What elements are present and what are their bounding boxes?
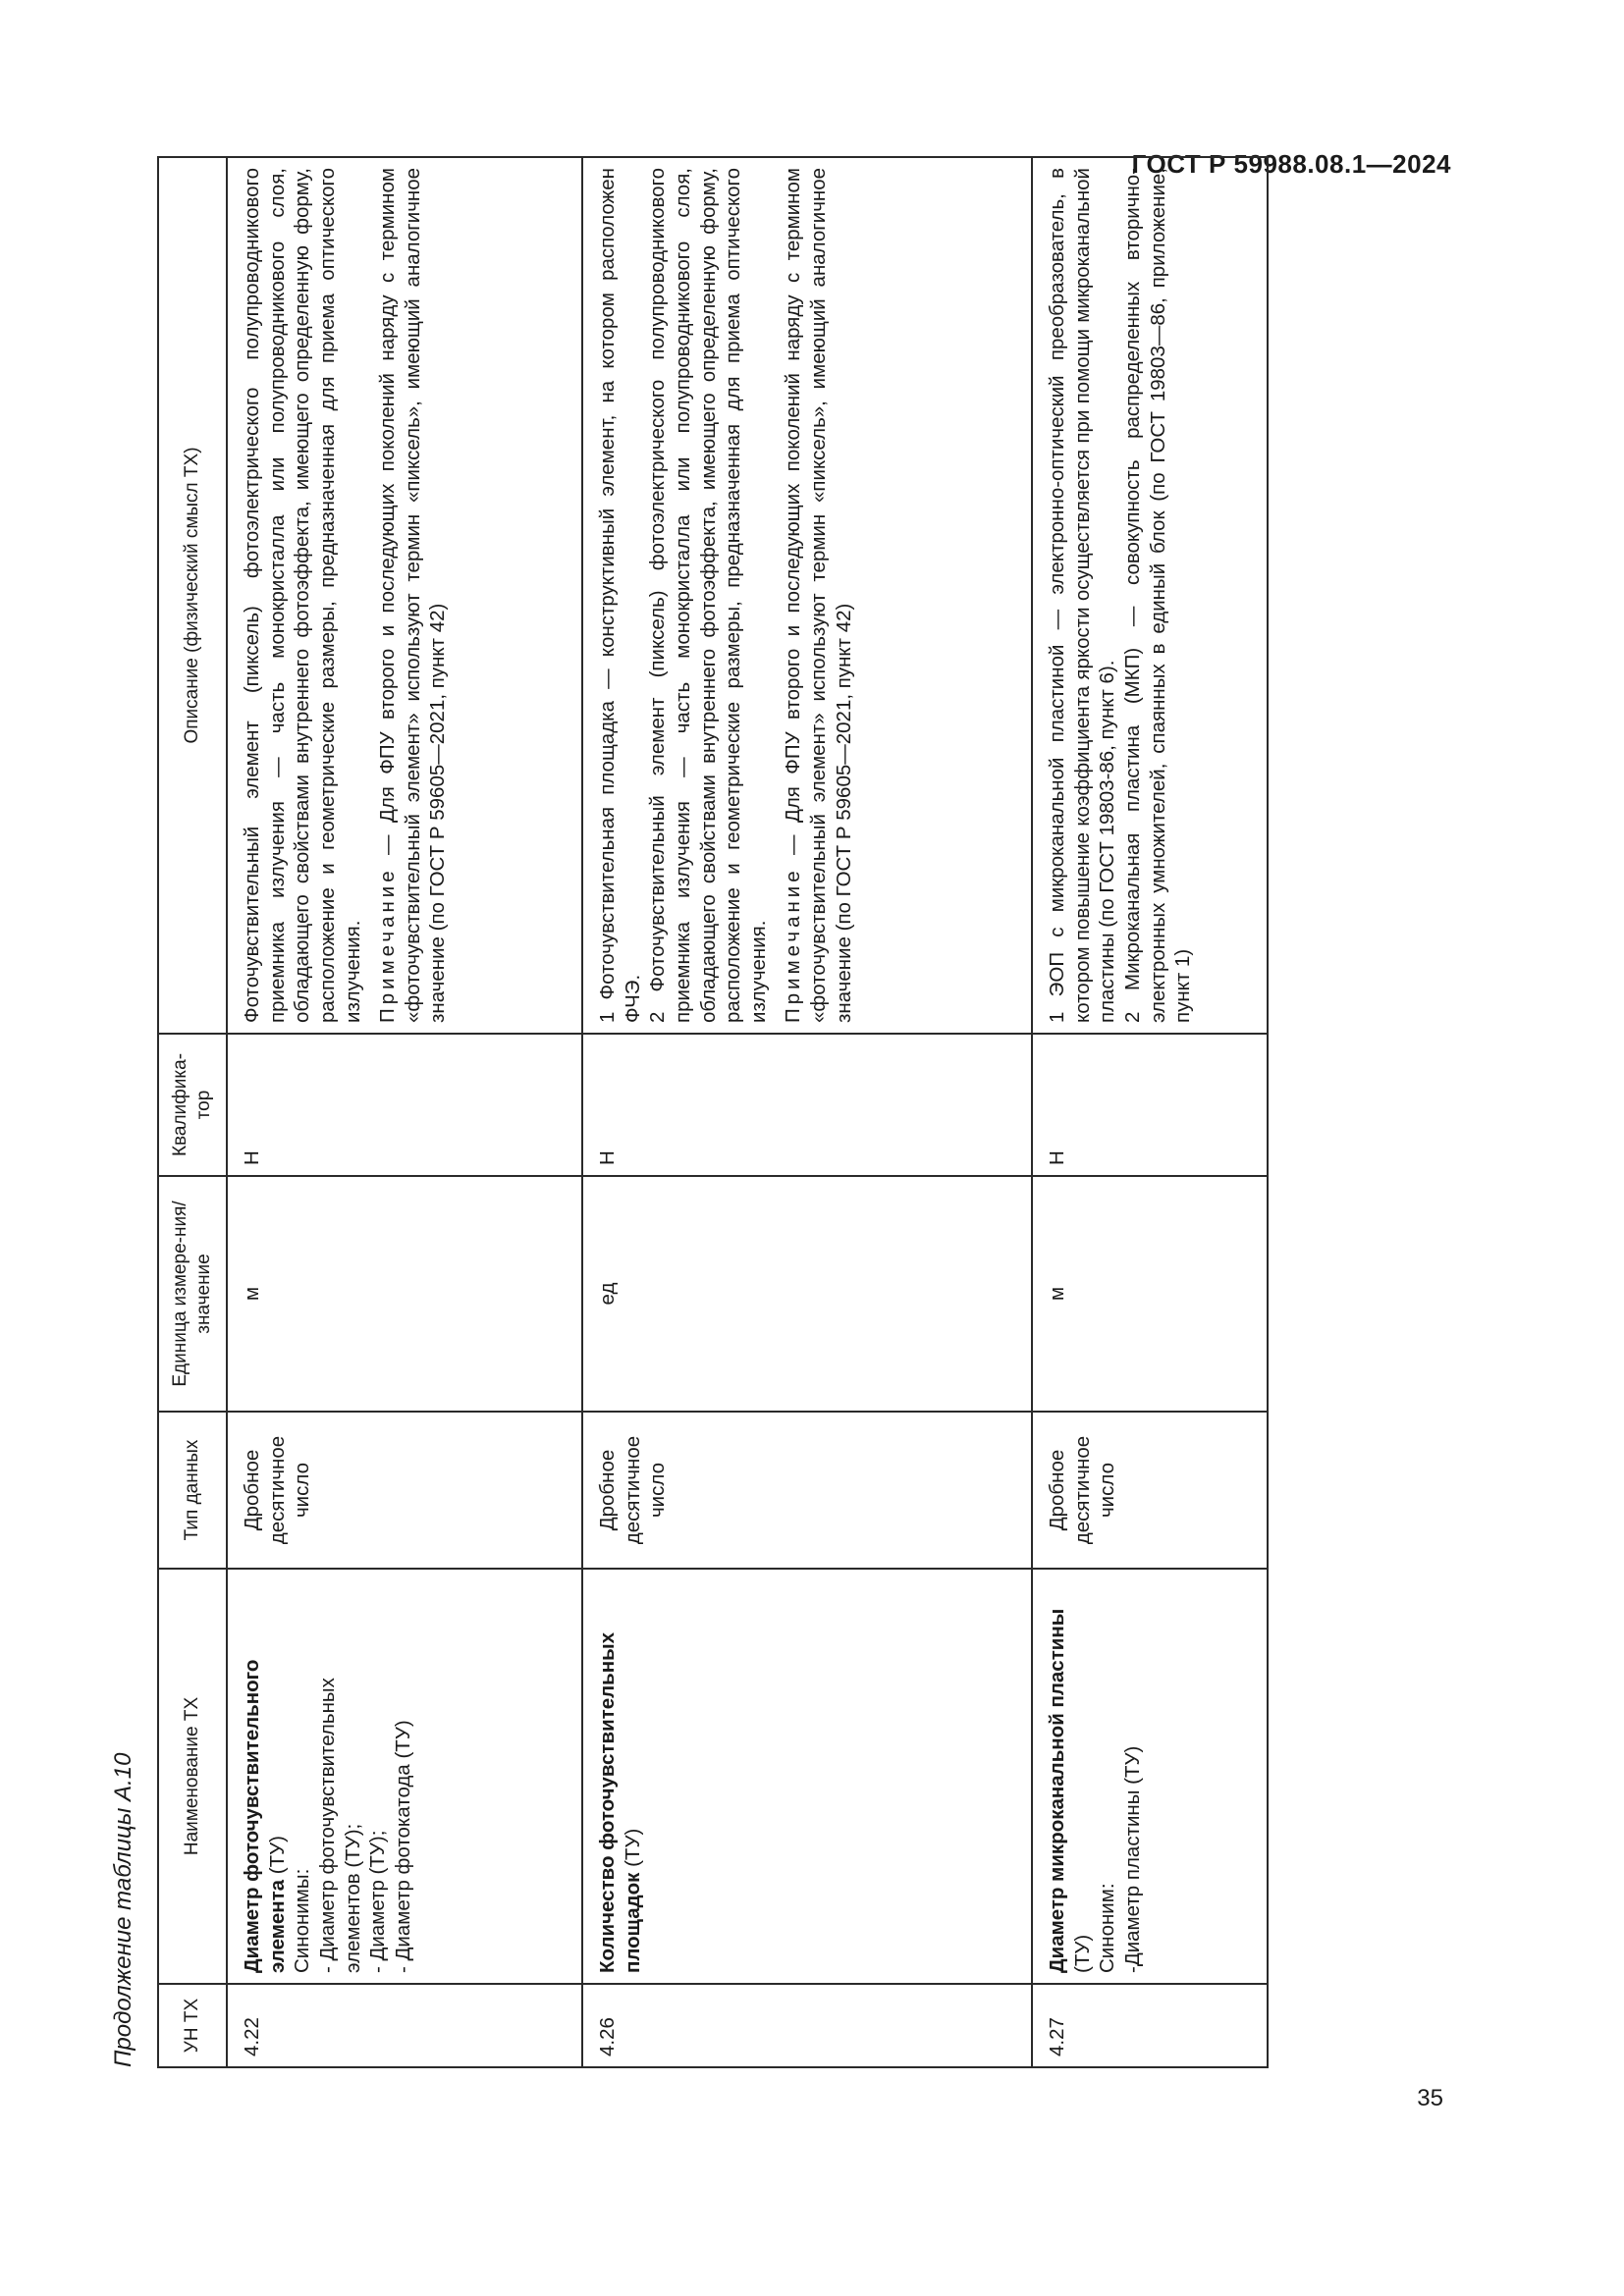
- row-name-cell: [582, 1569, 1032, 1984]
- rotated-table-block: [110, 98, 1200, 2130]
- table-row: [1032, 157, 1268, 2067]
- row-note-text: — Для ФПУ второго и последующих поколений наряду с термином «фоточувствительный элемент» используют термин «пиксель», имеющий аналогичное значение (по ГОСТ Р 59605—2021, пункт 42): [782, 168, 855, 1023]
- row-id: 4.26: [582, 1984, 1032, 2067]
- row-qualifier: Н: [227, 1034, 582, 1176]
- row-description-item: 1 Фоточувствительная площадка — конструктивный элемент, на котором расположен ФЧЭ.: [596, 168, 644, 1023]
- document-id: ГОСТ Р 59988.08.1—2024: [1131, 149, 1451, 179]
- row-note: [375, 168, 451, 1023]
- row-synonyms-label: Синоним:: [1096, 1883, 1119, 1973]
- row-id: 4.27: [1032, 1984, 1268, 2067]
- table-caption: Продолжение таблицы А.10: [110, 1752, 136, 2067]
- row-note-label: Примечание: [376, 867, 400, 1023]
- row-name-bold: Количество фоточувствительных площадок: [596, 1631, 644, 1973]
- row-name-cell: [1032, 1569, 1268, 1984]
- row-description-item: 1 ЭОП с микроканальной пластиной — электронно-оптический преобразователь, в котором повышение коэффициента яркости осуществляется при помощи микроканальной пластины (по ГОСТ 19803-86, пункт 6).: [1046, 168, 1119, 1023]
- page-number: 35: [1417, 2085, 1443, 2111]
- col-header-name: Наименование ТХ: [158, 1569, 227, 1984]
- row-description-cell: [582, 157, 1032, 1034]
- row-synonym: - Диаметр фотокатода (ТУ): [391, 1720, 414, 1973]
- row-data-type: Дробное десятичное число: [1032, 1412, 1268, 1569]
- row-note-label: Примечание: [782, 867, 805, 1023]
- row-description: Фоточувствительный элемент (пиксель) фотоэлектрического полупроводникового приемника излучения — часть монокристалла или полупроводникового слоя, обладающего свойствами внутреннего фотоэффекта, имеющего определенную форму, расположение и геометрические размеры, предназначенная для приема оптического излучения.: [241, 168, 364, 1023]
- row-qualifier: Н: [582, 1034, 1032, 1176]
- row-note: [781, 168, 856, 1023]
- row-name-bold: Диаметр микроканальной пластины: [1046, 1608, 1068, 1973]
- row-synonym: - Диаметр (ТУ);: [366, 1830, 390, 1973]
- row-unit: ед: [582, 1176, 1032, 1412]
- table-row: [582, 157, 1032, 2067]
- col-header-type: Тип данных: [158, 1412, 227, 1569]
- row-name-suffix: (ТУ): [265, 1836, 289, 1880]
- row-synonym: - Диаметр фоточувствительных элементов (ТУ);: [315, 1678, 364, 1973]
- col-header-un: УН ТХ: [158, 1984, 227, 2067]
- row-name-suffix: (ТУ): [1070, 1934, 1094, 1973]
- row-unit: м: [1032, 1176, 1268, 1412]
- row-description-cell: [227, 157, 582, 1034]
- row-name-suffix: (ТУ): [621, 1828, 644, 1873]
- row-data-type: Дробное десятичное число: [582, 1412, 1032, 1569]
- row-id: 4.22: [227, 1984, 582, 2067]
- table-header-row: [158, 157, 227, 2067]
- row-description-item: 2 Фоточувствительный элемент (пиксель) фотоэлектрического полупроводникового приемника излучения — часть монокристалла или полупроводникового слоя, обладающего свойствами внутреннего фотоэффекта, имеющего определенную форму, расположение и геометрические размеры, предназначенная для приема оптического излучения.: [646, 168, 770, 1023]
- col-header-unit: Единица измере-ния/значение: [158, 1176, 227, 1412]
- row-unit: м: [227, 1176, 582, 1412]
- col-header-description: Описание (физический смысл ТХ): [158, 157, 227, 1034]
- row-description-item: 2 Микроканальная пластина (МКП) — совокупность распределенных вторично-электронных умножителей, спаянных в единый блок (по ГОСТ 19803—86, приложение, пункт 1): [1120, 168, 1195, 1023]
- row-description-cell: [1032, 157, 1268, 1034]
- row-synonym: -Диаметр пластины (ТУ): [1120, 1745, 1144, 1973]
- row-data-type: Дробное десятичное число: [227, 1412, 582, 1569]
- table-row: [227, 157, 582, 2067]
- row-qualifier: Н: [1032, 1034, 1268, 1176]
- row-name-bold: Диаметр фоточувствительного элемента: [241, 1659, 289, 1973]
- row-note-text: — Для ФПУ второго и последующих поколений наряду с термином «фоточувствительный элемент» используют термин «пиксель», имеющий аналогичное значение (по ГОСТ Р 59605—2021, пункт 42): [376, 168, 450, 1023]
- row-synonyms-label: Синонимы:: [291, 1868, 314, 1973]
- col-header-qualifier: Квалифика-тор: [158, 1034, 227, 1176]
- row-name-cell: [227, 1569, 582, 1984]
- spec-table: [157, 156, 1269, 2068]
